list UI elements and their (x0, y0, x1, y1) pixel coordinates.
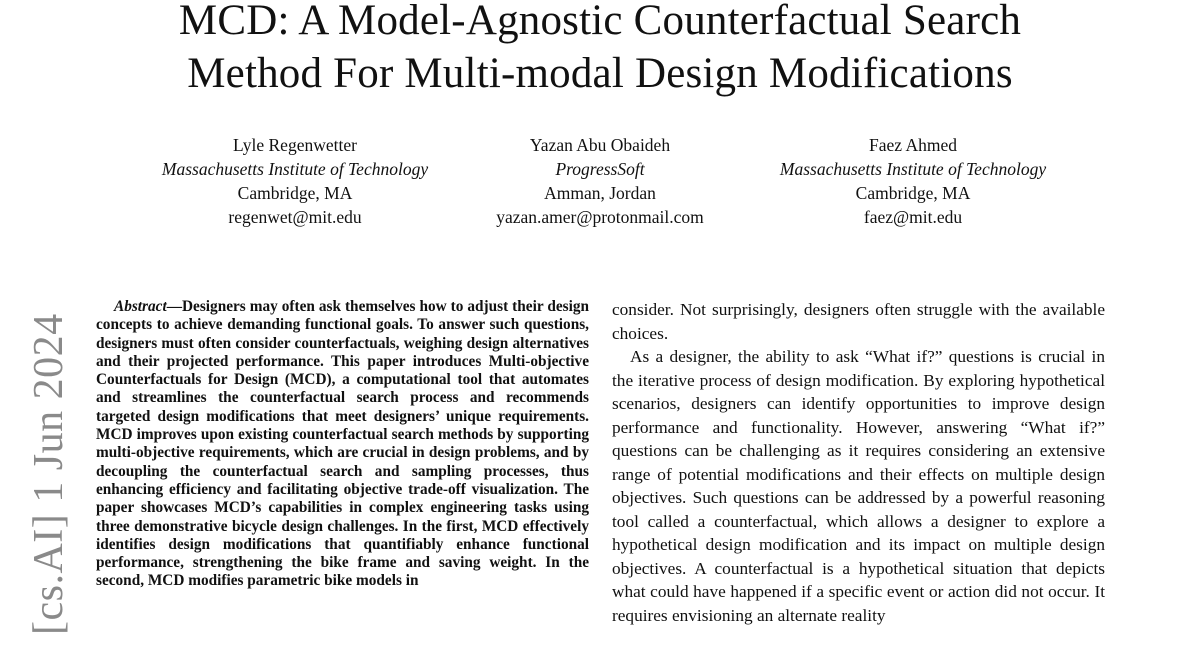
author-block-3 (713, 133, 1113, 229)
title-line-2: Method For Multi-modal Design Modifications (187, 50, 1013, 97)
author-location: Cambridge, MA (855, 183, 971, 203)
paper-title (0, 0, 1200, 100)
author-affiliation: ProgressSoft (555, 159, 645, 179)
abstract-lead: Abstract (114, 298, 167, 315)
body-paragraph-1: consider. Not surprisingly, designers often struggle with the available choices. (612, 300, 1105, 343)
author-name: Faez Ahmed (869, 135, 957, 155)
title-line-1: MCD: A Model-Agnostic Counterfactual Search (178, 0, 1022, 44)
author-block-1 (95, 133, 495, 229)
abstract-paragraph (96, 298, 589, 591)
body-column-right (612, 298, 1105, 627)
author-email: yazan.amer@protonmail.com (496, 207, 704, 227)
body-paragraph-2: As a designer, the ability to ask “What if?” questions is crucial in the iterative process of design modification. By exploring hypothetical scenarios, designers can identify opportunities to improve design performance and functionality. However, answering “What if?” questions can be challenging as it requires considering an extensive range of potential modifications and their effects on multiple design objectives. Such questions can be addressed by a powerful reasoning tool called a counterfactual, which allows a designer to explore a hypothetical design modification and its impact on multiple design objectives. A counterfactual is a hypothetical situation that depicts what could have happened if a specific event or action did not occur. It requires envisioning an alternate reality (612, 347, 1105, 625)
author-name: Yazan Abu Obaideh (529, 135, 671, 155)
author-email: regenwet@mit.edu (228, 207, 362, 227)
author-email: faez@mit.edu (863, 207, 963, 227)
arxiv-side-stamp: [cs.AI] 1 Jun 2024 (26, 313, 72, 635)
author-location: Amman, Jordan (544, 183, 656, 203)
author-location: Cambridge, MA (237, 183, 353, 203)
author-block-2 (440, 133, 760, 229)
author-affiliation: Massachusetts Institute of Technology (779, 159, 1047, 179)
abstract-text: —Designers may often ask themselves how to adjust their design concepts to achieve demanding functional goals. To answer such questions, designers must often consider counterfactuals, weighing design alternatives and their projected performance. This paper introduces Multi-objective Counterfactuals for Design (MCD), a computational tool that automates and streamlines the counterfactual search process and recommends targeted design modifications that meet designers’ unique requirements. MCD improves upon existing counterfactual search methods by supporting multi-objective requirements, which are crucial in design problems, and by decoupling the counterfactual search and sampling processes, thus enhancing efficiency and facilitating objective trade-off visualization. The paper showcases MCD’s capabilities in complex engineering tasks using three demonstrative bicycle design challenges. In the first, MCD effectively identifies design modifications that quantifiably enhance functional performance, strengthening the bike frame and saving weight. In the second, MCD modifies parametric bike models in (96, 298, 589, 590)
author-affiliation: Massachusetts Institute of Technology (161, 159, 429, 179)
author-name: Lyle Regenwetter (233, 135, 357, 155)
